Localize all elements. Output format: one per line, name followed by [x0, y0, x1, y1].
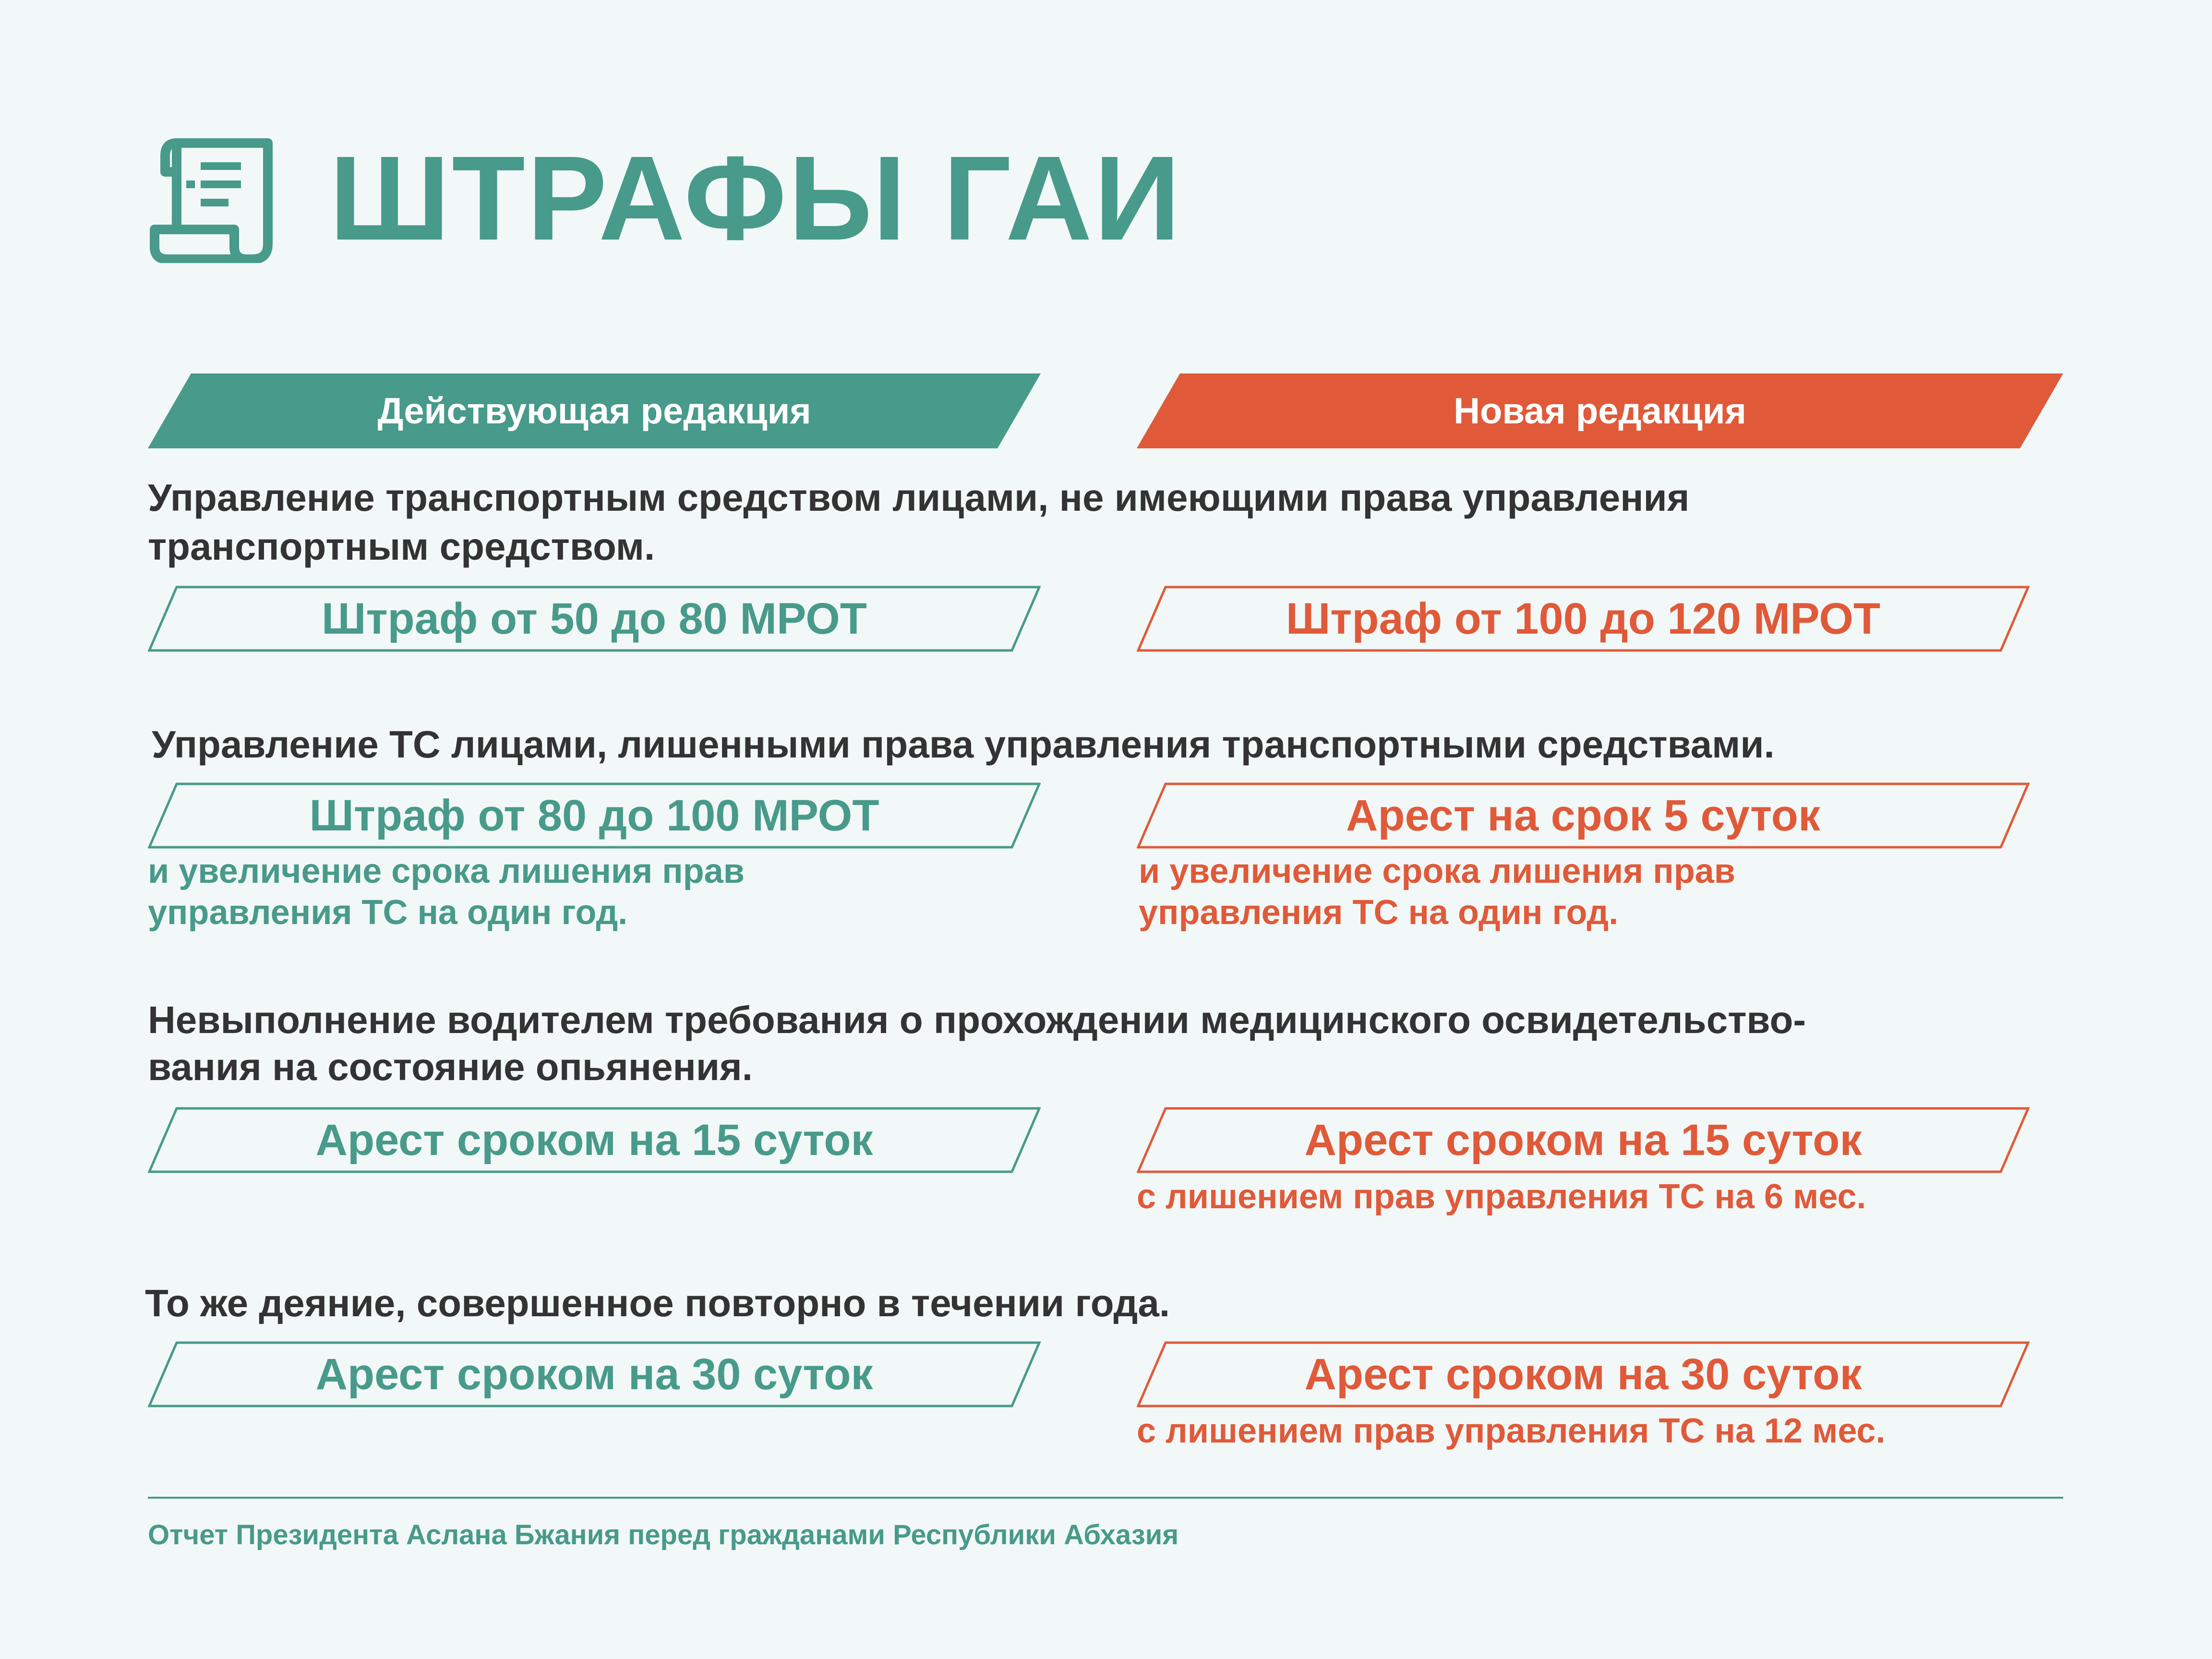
row-3-new-text: Арест сроком на 15 суток	[1304, 1115, 1862, 1165]
row-3-new-penalty	[1137, 1107, 2030, 1173]
row-2-current-penalty	[148, 782, 1041, 849]
row-2-new-note-1: и увеличение срока лишения прав	[1139, 852, 1735, 890]
row-3-current-penalty	[148, 1107, 1041, 1173]
row-4-current-penalty	[148, 1341, 1041, 1407]
page-title: ШТРАФЫ ГАИ	[329, 131, 1182, 265]
row-2-new-penalty	[1137, 782, 2030, 849]
row-4-current-text: Арест сроком на 30 суток	[315, 1349, 873, 1399]
row-2-current-note-1: и увеличение срока лишения прав	[148, 852, 745, 890]
row-4-new-note-1: с лишением прав управления ТС на 12 мес.	[1137, 1412, 1886, 1450]
new-edition-header	[1137, 373, 2030, 448]
row-3-description: Невыполнение водителем требования о прохождении медицинского освидетельство-	[148, 998, 1806, 1041]
current-edition-header	[148, 373, 1041, 448]
row-2-current-text: Штраф от 80 до 100 МРОТ	[309, 791, 879, 840]
row-4-description: То же деяние, совершенное повторно в течении года.	[145, 1282, 1170, 1324]
row-1-current-penalty	[148, 586, 1041, 652]
row-1-description: Управление транспортным средством лицами, не имеющими права управления	[148, 476, 1690, 519]
row-4-new-penalty	[1137, 1341, 2030, 1407]
row-3-current-text: Арест сроком на 15 суток	[315, 1115, 873, 1165]
row-2-description: Управление ТС лицами, лишенными права управления транспортными средствами.	[152, 723, 1775, 766]
footer-source: Отчет Президента Аслана Бжания перед гражданами Республики Абхазия	[148, 1519, 1179, 1551]
row-1-new-penalty	[1137, 586, 2030, 652]
row-1-new-text: Штраф от 100 до 120 МРОТ	[1286, 594, 1881, 643]
row-1-description-line2: транспортным средством.	[148, 525, 655, 568]
row-2-new-note-2: управления ТС на один год.	[1139, 893, 1619, 932]
row-4-new-text: Арест сроком на 30 суток	[1304, 1349, 1862, 1399]
row-3-description-line2: вания на состояние опьянения.	[148, 1046, 753, 1088]
footer-divider	[148, 1497, 2063, 1499]
row-1-current-text: Штраф от 50 до 80 МРОТ	[322, 594, 867, 643]
document-scroll-icon	[148, 133, 277, 263]
row-3-new-note-1: с лишением прав управления ТС на 6 мес.	[1137, 1178, 1866, 1216]
new-edition-label: Новая редакция	[1454, 390, 1746, 432]
row-2-current-note-2: управления ТС на один год.	[148, 893, 628, 932]
current-edition-label: Действующая редакция	[377, 390, 811, 432]
row-2-new-text: Арест на срок 5 суток	[1346, 791, 1821, 840]
